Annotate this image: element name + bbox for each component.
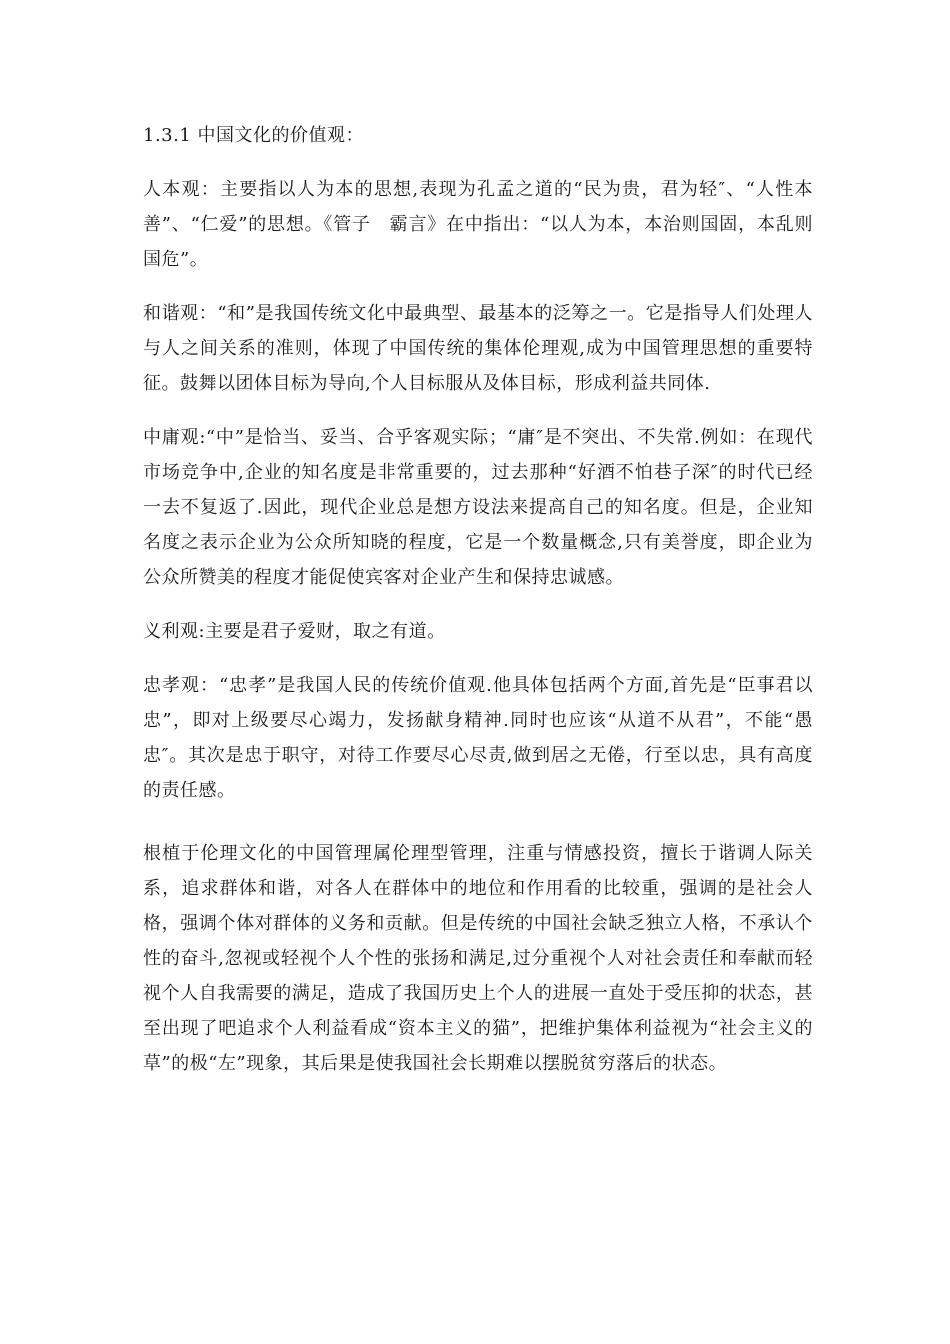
document-body: [143, 118, 813, 1100]
paragraph-conclusion: 根植于伦理文化的中国管理属伦理型管理，注重与情感投资，擅长于谐调人际关系，追求群体和谐，对各人在群体中的地位和作用看的比较重，强调的是社会人格，强调个体对群体的义务和贡献。但是传统的中国社会缺乏独立人格，不承认个性的奋斗,忽视或轻视个人个性的张扬和满足,过分重视个人对社会责任和奉献而轻视个人自我需要的满足，造成了我国历史上个人的进展一直处于受压抑的状态，甚至出现了吧追求个人利益看成“资本主义的猫”，把维护集体利益视为“社会主义的草”的极“左”现象，其后果是使我国社会长期难以摆脱贫穷落后的状态。: [143, 843, 813, 1074]
section-heading: 1.3.1 中国文化的价值观：: [143, 125, 365, 146]
paragraph-zhongxiao: 忠孝观：“忠孝”是我国人民的传统价值观.他具体包括两个方面,首先是“臣事君以忠”，即对上级要尽心竭力，发扬献身精神.同时也应该“从道不从君”，不能“愚忠″。其次是忠于职守，对待工作要尽心尽责,做到居之无倦，行至以忠，具有高度的责任感。: [143, 675, 813, 801]
paragraph-yili: 义利观:主要是君子爱财，取之有道。: [143, 621, 446, 642]
paragraph-hexie: 和谐观：“和”是我国传统文化中最典型、最基本的泛筹之一。它是指导人们处理人与人之间关系的准则，体现了中国传统的集体伦理观,成为中国管理思想的重要特征。鼓舞以团体目标为导向,个人目标服从及体目标，形成利益共同体.: [143, 303, 813, 394]
paragraph-renben: 人本观：主要指以人为本的思想,表现为孔孟之道的“民为贵，君为轻″、“人性本善”、“仁爱”的思想。《管子 霸言》在中指出：“以人为本，本治则国固，本乱则国危”。: [143, 179, 813, 270]
paragraph-zhongyong: 中庸观:“中”是恰当、妥当、合乎客观实际；“庸″是不突出、不失常.例如：在现代市场竞争中,企业的知名度是非常重要的，过去那种“好酒不怕巷子深″的时代已经一去不复返了.因此，现代企业总是想方设法来提高自己的知名度。但是，企业知名度之表示企业为公众所知晓的程度，它是一个数量概念,只有美誉度，即企业为公众所赞美的程度才能促使宾客对企业产生和保持忠诚感。: [143, 427, 813, 588]
